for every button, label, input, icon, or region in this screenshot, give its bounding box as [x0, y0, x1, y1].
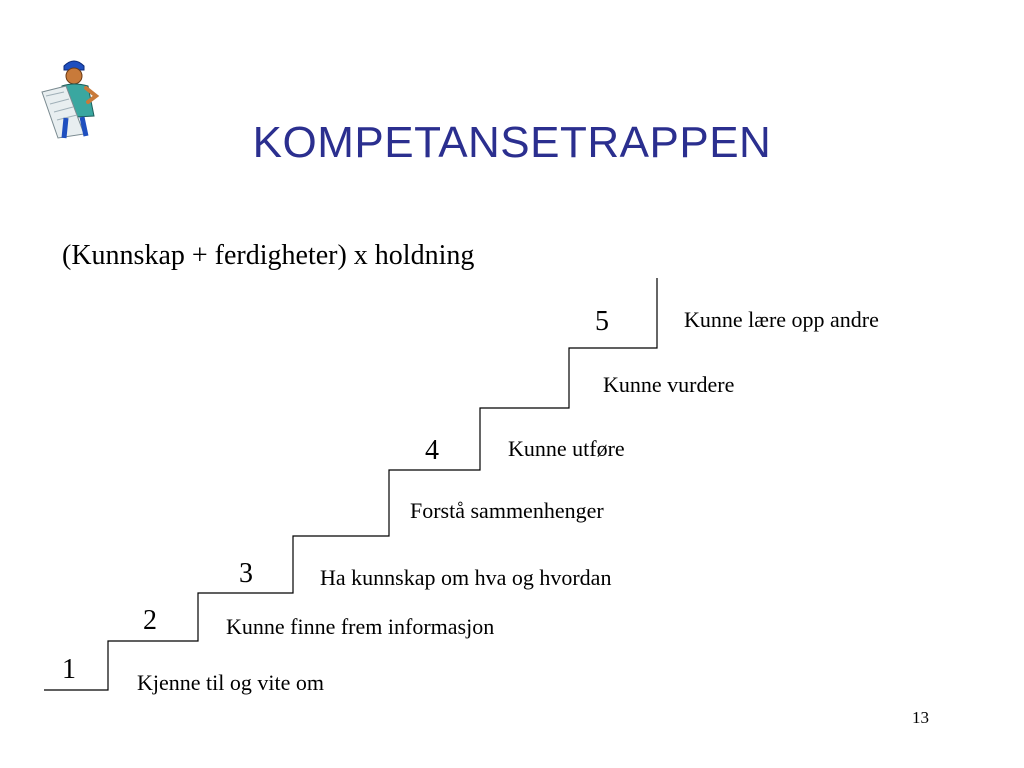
step-label-3: Ha kunnskap om hva og hvordan	[320, 565, 612, 590]
step-label-2: Kunne finne frem informasjon	[226, 614, 495, 639]
step-number-5: 5	[595, 306, 609, 337]
step-label-5: Kunne lære opp andre	[684, 307, 879, 332]
step-label-1: Kjenne til og vite om	[137, 670, 324, 695]
slide-title: KOMPETANSETRAPPEN	[252, 118, 772, 167]
step-number-3: 3	[239, 558, 253, 589]
page-number: 13	[912, 708, 929, 727]
formula-text: (Kunnskap + ferdigheter) x holdning	[62, 240, 475, 271]
step-number-4: 4	[425, 435, 439, 466]
step-label-3b: Forstå sammenhenger	[410, 498, 604, 523]
step-label-4b: Kunne vurdere	[603, 372, 735, 397]
step-number-1: 1	[62, 654, 76, 685]
step-number-2: 2	[143, 605, 157, 636]
step-label-4: Kunne utføre	[508, 436, 625, 461]
